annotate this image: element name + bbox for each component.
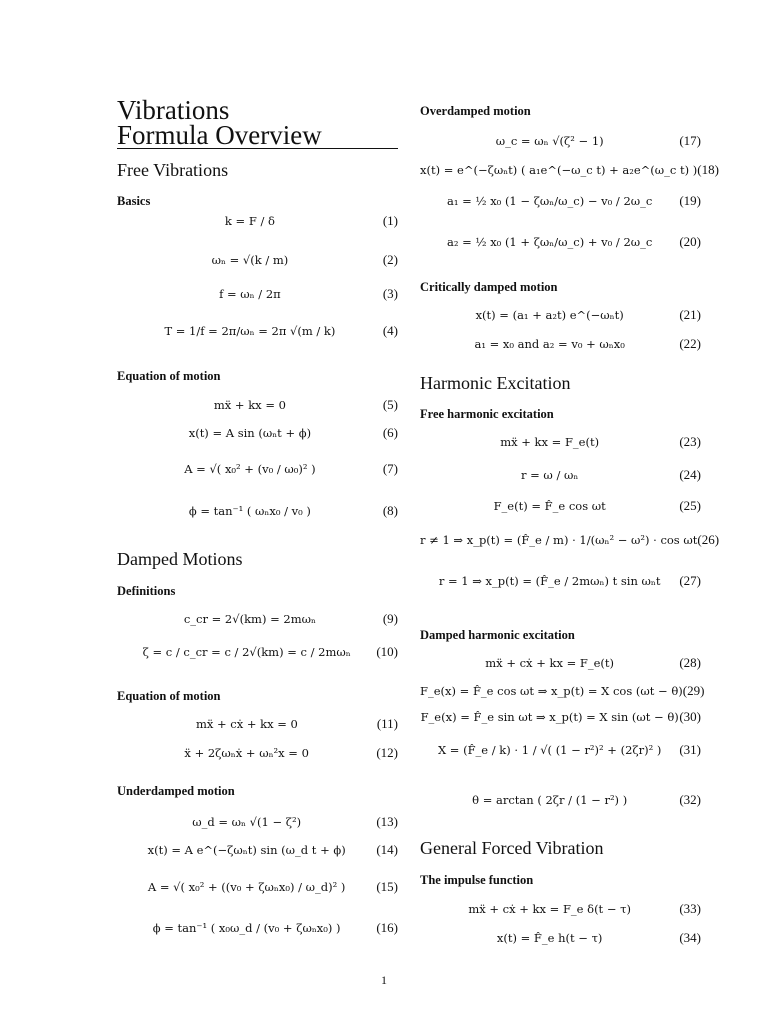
equation-32-number: (32) [679, 792, 701, 807]
equation-4-number: (4) [382, 323, 398, 338]
equation-27-expression: r = 1 ⇒ x_p(t) = (F̂_e / 2mωₙ) t sin ωₙt [438, 574, 661, 588]
equation-33-number: (33) [679, 901, 701, 916]
equation-7-expression: A = √( x₀² + (v₀ / ω₀)² ) [184, 462, 316, 476]
section-general-forced-vibration: General Forced Vibration [420, 838, 604, 858]
section-harmonic-excitation: Harmonic Excitation [420, 373, 571, 393]
equation-8 [117, 493, 398, 529]
equation-19-expression: a₁ = ½ x₀ (1 − ζωₙ/ω_c) − v₀ / 2ω_c [446, 194, 653, 208]
equation-8-number: (8) [382, 503, 398, 518]
equation-16-number: (16) [376, 920, 398, 935]
equation-22-number: (22) [679, 336, 701, 351]
equation-20-number: (20) [679, 234, 701, 249]
page-number: 1 [381, 973, 387, 987]
equation-29-expression: F_e(x) = F̂_e cos ωt ⇒ x_p(t) = X cos (ωt − θ) [420, 684, 683, 698]
equation-30-number: (30) [679, 709, 701, 724]
equation-9-expression: c_cr = 2√(km) = 2mωₙ [183, 612, 316, 626]
equation-20-expression: a₂ = ½ x₀ (1 + ζωₙ/ω_c) + v₀ / 2ω_c [446, 235, 653, 249]
equation-25 [420, 488, 701, 524]
equation-31-expression: X = (F̂_e / k) · 1 / √( (1 − r²)² + (2ζr)² ) [437, 743, 662, 757]
equation-14-number: (14) [376, 842, 398, 857]
subsection-equation-of-motion-free: Equation of motion [117, 369, 221, 383]
equation-25-expression: F_e(t) = F̂_e cos ωt [493, 499, 606, 513]
equation-17-number: (17) [679, 133, 701, 148]
equation-29-number: (29) [682, 683, 705, 698]
equation-7-number: (7) [382, 461, 398, 476]
equation-15-expression: A = √( x₀² + ((v₀ + ζωₙx₀) / ω_d)² ) [147, 880, 346, 894]
equation-13-expression: ω_d = ωₙ √(1 − ζ²) [192, 815, 302, 829]
equation-10-number: (10) [376, 644, 398, 659]
equation-2-expression: ωₙ = √(k / m) [211, 253, 289, 267]
equation-34 [420, 920, 701, 956]
equation-24-number: (24) [679, 467, 701, 482]
section-damped-motions: Damped Motions [117, 549, 243, 569]
title-line-1: Vibrations [117, 95, 230, 125]
subsection-overdamped-motion: Overdamped motion [420, 104, 531, 118]
equation-8-expression: ϕ = tan⁻¹ ( ωₙx₀ / v₀ ) [188, 504, 311, 518]
subsection-equation-of-motion-damped: Equation of motion [117, 689, 221, 703]
equation-26-number: (26) [697, 532, 720, 547]
subsection-definitions: Definitions [117, 584, 176, 598]
equation-31 [420, 732, 701, 768]
equation-19-number: (19) [679, 193, 701, 208]
equation-26 [420, 522, 720, 558]
page-title [117, 95, 322, 150]
equation-22-expression: a₁ = x₀ and a₂ = v₀ + ωₙx₀ [474, 337, 625, 351]
equation-18-number: (18) [697, 162, 719, 177]
equation-5-number: (5) [382, 397, 398, 412]
equation-12-number: (12) [376, 745, 398, 760]
equation-15 [117, 869, 398, 905]
section-free-vibrations: Free Vibrations [117, 160, 229, 180]
equation-32 [420, 782, 701, 818]
equation-14 [117, 832, 398, 868]
equation-16 [117, 910, 398, 946]
equation-19 [420, 183, 701, 219]
equation-31-number: (31) [679, 742, 701, 757]
equation-30-expression: F_e(x) = F̂_e sin ωt ⇒ x_p(t) = X sin (ωt − θ) [420, 710, 679, 724]
equation-12-expression: ẍ + 2ζωₙẋ + ωₙ²x = 0 [184, 746, 309, 760]
equation-13-number: (13) [376, 814, 398, 829]
equation-5-expression: mẍ + kx = 0 [213, 398, 286, 412]
equation-10 [117, 634, 398, 670]
title-line-2: Formula Overview [117, 120, 322, 150]
equation-32-expression: θ = arctan ( 2ζr / (1 − r²) ) [472, 793, 628, 807]
equation-20 [420, 224, 701, 260]
equation-1-expression: k = F / δ [224, 214, 275, 228]
equation-25-number: (25) [679, 498, 701, 513]
equation-22 [420, 326, 701, 362]
subsection-impulse-function: The impulse function [420, 873, 534, 887]
subsection-damped-harmonic-excitation: Damped harmonic excitation [420, 628, 575, 642]
equation-6-number: (6) [382, 425, 398, 440]
equation-34-expression: x(t) = F̂_e h(t − τ) [496, 931, 603, 945]
equation-23-expression: mẍ + kx = F_e(t) [500, 435, 600, 449]
equation-2 [117, 242, 398, 278]
subsection-underdamped-motion: Underdamped motion [117, 784, 235, 798]
equation-11-number: (11) [376, 716, 398, 731]
equation-6-expression: x(t) = A sin (ωₙt + ϕ) [188, 426, 312, 440]
equation-30 [420, 699, 701, 735]
subsection-free-harmonic-excitation: Free harmonic excitation [420, 407, 554, 421]
equation-26-expression: r ≠ 1 ⇒ x_p(t) = (F̂_e / m) · 1/(ωₙ² − ω²) · cos ωt [420, 533, 698, 547]
equation-3-expression: f = ωₙ / 2π [219, 287, 281, 301]
equation-27 [420, 563, 701, 599]
equation-17-expression: ω_c = ωₙ √(ζ² − 1) [495, 134, 604, 148]
equation-10-expression: ζ = c / c_cr = c / 2√(km) = c / 2mωₙ [142, 645, 351, 659]
equation-33-expression: mẍ + cẋ + kx = F_e δ(t − τ) [468, 902, 631, 916]
equation-2-number: (2) [382, 252, 398, 267]
equation-14-expression: x(t) = A e^(−ζωₙt) sin (ω_d t + ϕ) [147, 843, 346, 857]
equation-23 [420, 424, 701, 460]
equation-3 [117, 276, 398, 312]
equation-23-number: (23) [679, 434, 701, 449]
equation-15-number: (15) [376, 879, 398, 894]
equation-21-number: (21) [679, 307, 701, 322]
subsection-critically-damped-motion: Critically damped motion [420, 280, 558, 294]
equation-16-expression: ϕ = tan⁻¹ ( x₀ω_d / (v₀ + ζωₙx₀) ) [152, 921, 341, 935]
equation-7 [117, 451, 398, 487]
equation-9-number: (9) [382, 611, 398, 626]
equation-4-expression: T = 1/f = 2π/ωₙ = 2π √(m / k) [164, 324, 336, 338]
equation-34-number: (34) [679, 930, 701, 945]
equation-9 [117, 601, 398, 637]
equation-1 [117, 203, 398, 239]
equation-28-number: (28) [679, 655, 701, 670]
equation-4 [117, 313, 398, 349]
title-rule [117, 148, 398, 149]
equation-28-expression: mẍ + cẋ + kx = F_e(t) [485, 656, 615, 670]
equation-11-expression: mẍ + cẋ + kx = 0 [195, 717, 298, 731]
equation-24-expression: r = ω / ωₙ [520, 468, 579, 482]
equation-21-expression: x(t) = (a₁ + a₂t) e^(−ωₙt) [475, 308, 624, 322]
equation-6 [117, 415, 398, 451]
equation-1-number: (1) [382, 213, 398, 228]
equation-27-number: (27) [679, 573, 701, 588]
equation-18-expression: x(t) = e^(−ζωₙt) ( a₁e^(−ω_c t) + a₂e^(ω_c t) ) [420, 163, 698, 177]
subsection-basics: Basics [117, 194, 151, 208]
equation-12 [117, 735, 398, 771]
equation-3-number: (3) [382, 286, 398, 301]
